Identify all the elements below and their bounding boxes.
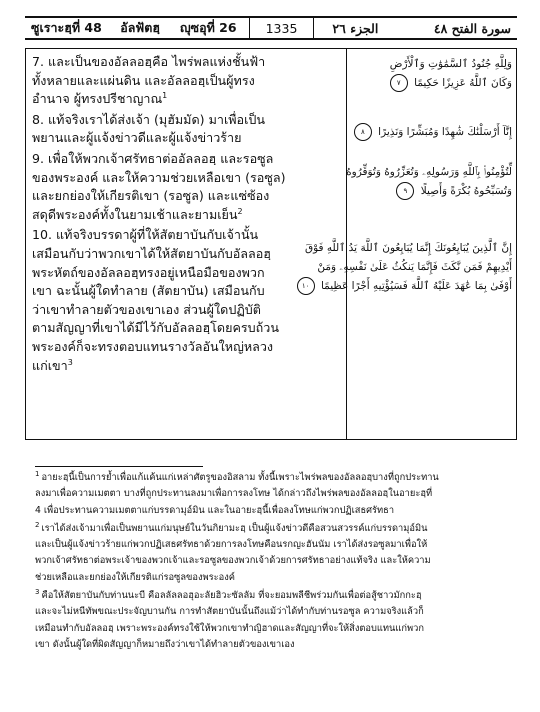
ayah-marker: ١٠	[297, 277, 315, 295]
footnote-number: 3	[35, 587, 40, 596]
ayah-marker: ٧	[390, 74, 408, 92]
footnotes	[35, 470, 510, 655]
ayah-marker: ٨	[354, 123, 372, 141]
juz-label-ar: الجزء ٢٦	[332, 20, 379, 36]
verse-frame	[25, 48, 517, 440]
page-number: 1335	[249, 18, 315, 38]
verse-9: 9. เพื่อให้พวกเจ้าศรัทธาต่ออัลลอฮฺ และรอซูล ของพระองค์ และให้ความช่วยเหลือเขา (รอซูล) และยกย่องให้เกียรติเขา (รอซูล) และแซ่ซ้อง สดุดีพระองค์ทั้งในยามเช้าและยามเย็น$^2$	[32, 150, 286, 222]
footnote-number: 2	[35, 520, 40, 529]
verse-10: 10. แท้จริงบรรดาผู้ที่ให้สัตยาบันกับเจ้านั้น เสมือนกับว่าพวกเขาได้ให้สัตยาบันกับอัลลอฮฺ พระหัตถ์ของอัลลอฮฺทรงอยู่เหนือมือของพวก เขา ฉะนั้นผู้ใดทำลาย (สัตยาบัน) เสมือนกับ ว่าเขาทำลายตัวของเขาเอง ส่วนผู้ใดปฏิบัติ ตามสัญญาที่เขาได้มีไว้กับอัลลอฮฺโดยครบถ้วน พระองค์ก็จะทรงตอบแทนรางวัลอันใหญ่หลวง แก่เขา$^3$	[32, 227, 279, 373]
footnote-1: $^1$ อายะฮฺนี้เป็นการย้ำเพื่อแก้แค้นแก่เหล่าศัตรูของอิสลาม ทั้งนี้เพราะไพร่พลของอัลลอฮฺบางที่ถูกประทาน ลงมาเพื่อความเมตตา บางที่ถูกประทานลงมาเพื่อการลงโทษ ได้กล่าวถึงไพร่พลของอัลลอฮฺในอายะฮฺที่ 4 เพื่อประทานความเมตตาแก่บรรดามุอ์มิน และในอายะฮฺนี้เพื่อลงโทษแก่พวกปฏิเสธศรัทธา	[35, 469, 439, 516]
arabic-verse-9: لِّتُؤْمِنُوا۟ بِٱللَّهِ وَرَسُولِهِۦ وَتُعَزِّرُوهُ وَتُوَقِّرُوهُ وَتُسَبِّحُوهُ بُكْرَةً وَأَصِيلًا ٩	[352, 163, 512, 201]
page-header	[25, 16, 517, 40]
verse-7: 7. และเป็นของอัลลอฮฺคือ ไพร่พลแห่งชั้นฟ้า ทั้งหลายและแผ่นดิน และอัลลอฮฺเป็นผู้ทรง อำนาจ ผู้ทรงปรีชาญาณ$^1$	[32, 54, 266, 107]
footnote-3: $^3$ คือให้สัตยาบันกับท่านนะบี คือลลัลลอฮุอะลัยฮิวะซัลลัม ที่จะยอมพลีชีพร่วมกันเพื่อต่อสู้ชาวมักกะฮฺ และจะไม่หนีทัพขณะประจัญบานกัน การทำสัตยาบันนั้นถึงแม้ว่าได้ทำกับท่านรอซูล ความจริงแล้วก็ เหมือนทำกับอัลลอฮฺ เพราะพระองค์ทรงใช้ให้พวกเขาทำญิฮาดและสัญญาที่จะให้สิ่งตอบแทนแก่พวก เขา ดังนั้นผู้ใดที่ผิดสัญญาก็หมายถึงว่าเขาได้ทำลายตัวของเขาเอง	[35, 587, 424, 650]
sura-label-th: ซูเราะฮฺที่ 48 อัลฟัตฮฺ	[31, 20, 160, 35]
arabic-verse-10: إِنَّ ٱلَّذِينَ يُبَايِعُونَكَ إِنَّمَا يُبَايِعُونَ ٱللَّهَ يَدُ ٱللَّهِ فَوْقَ أَيْدِيهِمْ فَمَن نَّكَثَ فَإِنَّمَا يَنكُثُ عَلَىٰ نَفْسِهِۦ وَمَنْ أَوْفَىٰ بِمَا عَٰهَدَ عَلَيْهُ ٱللَّهَ فَسَيُؤْتِيهِ أَجْرًا عَظِيمًا ١٠	[352, 239, 512, 296]
juz-label-th: ญุซอุที่ 26	[179, 20, 237, 35]
footnote-ref: 1	[162, 91, 168, 100]
footnote-ref: 2	[237, 206, 243, 216]
sura-label-ar: سورة الفتح ٤٨	[433, 20, 511, 36]
footnote-ref: 3	[67, 357, 73, 367]
arabic-text-column	[301, 49, 512, 439]
thai-translation-column	[32, 53, 342, 377]
footnote-separator	[35, 466, 203, 467]
footnote-2: $^2$ เราได้ส่งเจ้ามาเพื่อเป็นพยานแก่มนุษย์ในวันกิยามะฮฺ เป็นผู้แจ้งข่าวดีคือสวนสวรรค์แก่บรรดามุอ์มิน และเป็นผู้แจ้งข่าวร้ายแก่พวกปฏิเสธศรัทธาด้วยการลงโทษคือนรกญะฮันนัม เราได้ส่งรอซูลมาเพื่อให้ พวกเจ้าศรัทธาต่อพระเจ้าของพวกเจ้าและรอซูลของพวกเจ้าด้วยการศรัทธาอย่างแท้จริง และให้ความ ช่วยเหลือและยกย่องให้เกียรติแก่รอซูลของพระองค์	[35, 520, 431, 583]
footnote-number: 1	[35, 469, 40, 478]
arabic-verse-8: إِنَّآ أَرْسَلْنَٰكَ شَٰهِدًا وَمُبَشِّرًا وَنَذِيرًا ٨	[352, 123, 512, 142]
ayah-marker: ٩	[396, 182, 414, 200]
verse-8: 8. แท้จริงเราได้ส่งเจ้า (มุฮัมมัด) มาเพื่อเป็น พยานและผู้แจ้งข่าวดีและผู้แจ้งข่าวร้าย	[32, 111, 266, 146]
arabic-verse-7: وَلِلَّهِ جُنُودُ ٱلسَّمَٰوَٰتِ وَٱلْأَرْضِ وَكَانَ ٱللَّهُ عَزِيزًا حَكِيمًا ٧	[352, 55, 512, 93]
